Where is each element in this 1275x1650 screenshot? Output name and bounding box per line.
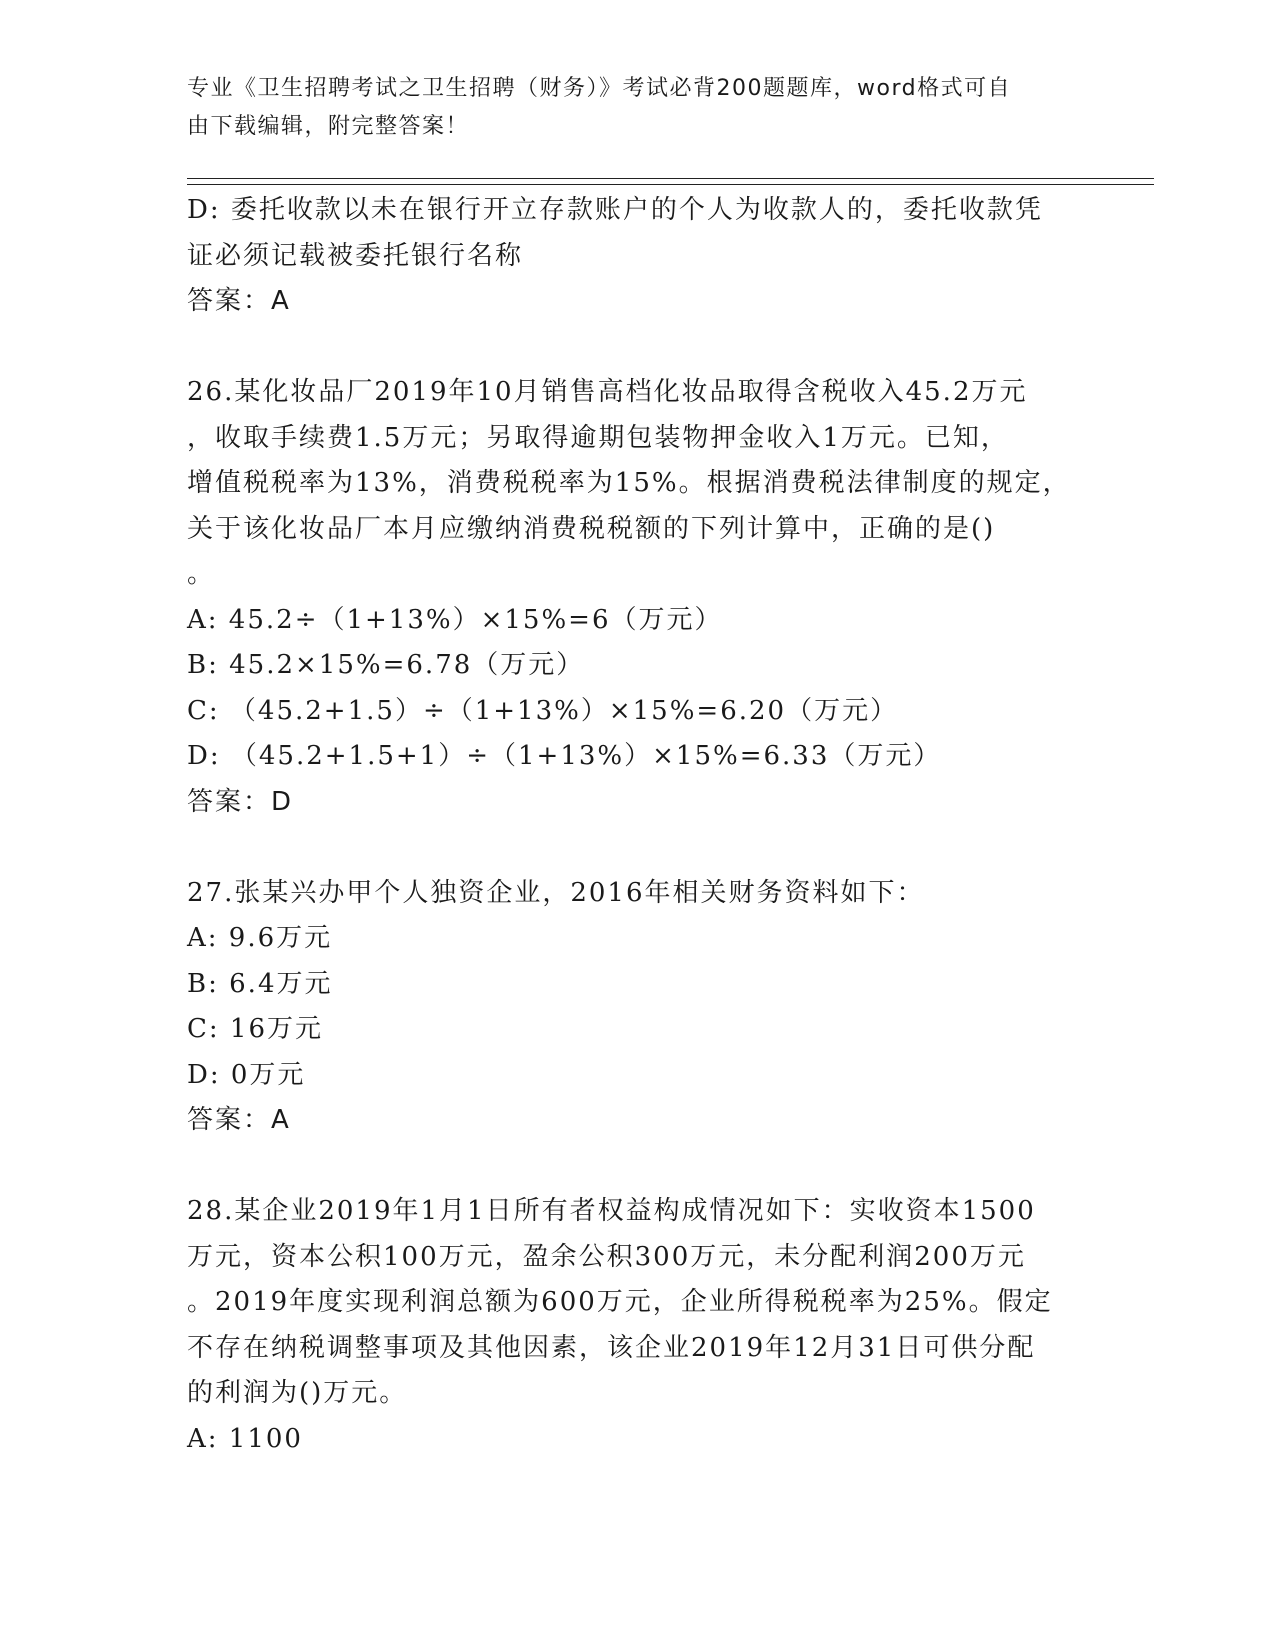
q27-stem-line-1: 27.张某兴办甲个人独资企业，2016年相关财务资料如下： bbox=[187, 877, 925, 908]
header-title-line-1: 专业《卫生招聘考试之卫生招聘（财务）》考试必背200题题库，word格式可自 bbox=[187, 76, 1012, 101]
q25-option-d-line-2: 证必须记载被委托银行名称 bbox=[187, 240, 524, 271]
spacer bbox=[187, 1144, 1092, 1190]
q28-stem-line-4: 不存在纳税调整事项及其他因素，该企业2019年12月31日可供分配 bbox=[187, 1332, 1036, 1363]
q27-option-b: B: 6.4万元 bbox=[187, 968, 333, 999]
q28-stem-line-3: 。2019年度实现利润总额为600万元，企业所得税税率为25%。假定 bbox=[187, 1287, 1053, 1317]
q27-answer: 答案：A bbox=[187, 1105, 291, 1135]
header-divider-top bbox=[187, 178, 1154, 179]
q26-option-a: A: 45.2÷（1+13%）×15%=6（万元） bbox=[187, 604, 723, 635]
header-title-line-2: 由下载编辑，附完整答案！ bbox=[187, 114, 470, 139]
question-26 bbox=[187, 370, 1092, 825]
spacer bbox=[187, 325, 1092, 371]
q27-option-c: C: 16万元 bbox=[187, 1014, 324, 1044]
q28-stem-line-1: 28.某企业2019年1月1日所有者权益构成情况如下：实收资本1500 bbox=[187, 1196, 1036, 1226]
q28-option-a: A: 1100 bbox=[187, 1423, 303, 1454]
question-25-tail bbox=[187, 188, 1092, 325]
q26-stem-line-5: 。 bbox=[187, 559, 216, 589]
q28-stem-line-5: 的利润为()万元。 bbox=[187, 1378, 408, 1408]
q25-option-d-line-1: D: 委托收款以未在银行开立存款账户的个人为收款人的，委托收款凭 bbox=[187, 195, 1043, 225]
q26-stem-line-4: 关于该化妆品厂本月应缴纳消费税税额的下列计算中，正确的是() bbox=[187, 513, 996, 544]
q26-stem-line-1: 26.某化妆品厂2019年10月销售高档化妆品取得含税收入45.2万元 bbox=[187, 377, 1028, 407]
q27-option-a: A: 9.6万元 bbox=[187, 923, 333, 953]
q27-option-d: D: 0万元 bbox=[187, 1059, 306, 1090]
document-header bbox=[187, 70, 1087, 146]
q26-option-b: B: 45.2×15%=6.78（万元） bbox=[187, 650, 585, 680]
q26-stem-line-3: 增值税税率为13%，消费税税率为15%。根据消费税法律制度的规定， bbox=[187, 468, 1071, 498]
question-28 bbox=[187, 1189, 1092, 1462]
document-body bbox=[187, 188, 1092, 1462]
q26-option-c: C: （45.2+1.5）÷（1+13%）×15%=6.20（万元） bbox=[187, 695, 899, 726]
q25-answer: 答案：A bbox=[187, 286, 291, 316]
header-divider-bottom bbox=[187, 184, 1154, 185]
q26-stem-line-2: ，收取手续费1.5万元；另取得逾期包装物押金收入1万元。已知， bbox=[187, 422, 1009, 453]
q26-option-d: D: （45.2+1.5+1）÷（1+13%）×15%=6.33（万元） bbox=[187, 741, 942, 771]
q26-answer: 答案：D bbox=[187, 786, 294, 817]
spacer bbox=[187, 825, 1092, 871]
question-27 bbox=[187, 871, 1092, 1144]
q28-stem-line-2: 万元，资本公积100万元，盈余公积300万元，未分配利润200万元 bbox=[187, 1241, 1026, 1272]
